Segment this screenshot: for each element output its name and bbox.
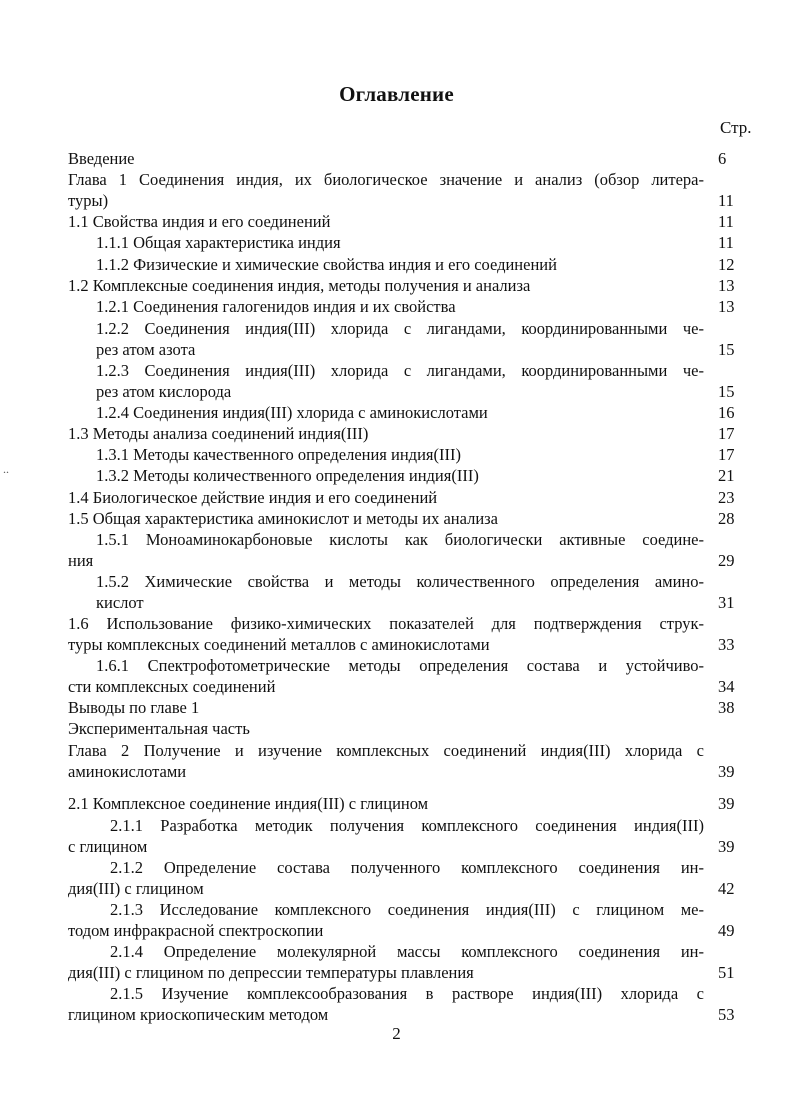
toc-entry-title-cont: рез атом кислорода bbox=[96, 382, 232, 401]
toc-entry-title: 1.6 Использование физико-химических показателей для подтверждения струк- bbox=[68, 614, 704, 633]
page-number: 2 bbox=[392, 1024, 401, 1043]
toc-entry-title: 2.1.1 Разработка методик получения комплексного соединения индия(III) bbox=[110, 816, 704, 835]
toc-entry[interactable] bbox=[68, 857, 704, 899]
toc-entry-page: 53 bbox=[718, 1005, 735, 1024]
toc-entry-title: 1.5.1 Моноаминокарбоновые кислоты как биологически активные соедине- bbox=[96, 530, 704, 549]
toc-entry-title: 1.1.2 Физические и химические свойства индия и его соединений bbox=[96, 255, 557, 274]
toc-entry[interactable] bbox=[68, 211, 704, 232]
toc-entry-title: Экспериментальная часть bbox=[68, 719, 250, 738]
toc-entry[interactable] bbox=[68, 815, 704, 857]
toc-entry-title: Выводы по главе 1 bbox=[68, 698, 200, 717]
toc-entry-title: 2.1.4 Определение молекулярной массы комплексного соединения ин- bbox=[110, 942, 704, 961]
toc-entry-page: 23 bbox=[718, 488, 735, 507]
toc-entry[interactable] bbox=[68, 983, 704, 1025]
toc-entry-page: 21 bbox=[718, 466, 735, 485]
toc-entry[interactable] bbox=[68, 508, 704, 529]
toc-entry-page: 12 bbox=[718, 255, 735, 274]
toc-entry[interactable] bbox=[68, 899, 704, 941]
toc-entry-page: 11 bbox=[718, 191, 734, 210]
toc-entry-title: 2.1.5 Изучение комплексообразования в растворе индия(III) хлорида с bbox=[110, 984, 704, 1003]
toc-entry[interactable] bbox=[68, 655, 704, 697]
toc-entry-page: 39 bbox=[718, 837, 735, 856]
toc-entry-title: 2.1.3 Исследование комплексного соединения индия(III) с глицином ме- bbox=[110, 900, 704, 919]
toc-entry-title-cont: тодом инфракрасной спектроскопии bbox=[68, 921, 324, 940]
toc-entry-page: 39 bbox=[718, 794, 735, 813]
toc-entry-title-cont: аминокислотами bbox=[68, 762, 187, 781]
toc-entry-title: 2.1 Комплексное соединение индия(III) с глицином bbox=[68, 794, 429, 813]
toc-entry-title: 1.5 Общая характеристика аминокислот и методы их анализа bbox=[68, 509, 498, 528]
toc-entry-page: 39 bbox=[718, 762, 735, 781]
toc-entry-title: 1.3 Методы анализа соединений индия(III) bbox=[68, 424, 369, 443]
toc-entry-title: 1.2.1 Соединения галогенидов индия и их свойства bbox=[96, 297, 456, 316]
toc-entry-page: 15 bbox=[718, 382, 735, 401]
toc-entry-page: 11 bbox=[718, 212, 734, 231]
toc-entry-title: 1.5.2 Химические свойства и методы количественного определения амино- bbox=[96, 572, 704, 591]
toc-entry[interactable] bbox=[68, 296, 704, 317]
toc-entry-title: 1.1 Свойства индия и его соединений bbox=[68, 212, 331, 231]
toc-entry-title: 2.1.2 Определение состава полученного комплексного соединения ин- bbox=[110, 858, 704, 877]
toc-entry-title: 1.3.1 Методы качественного определения индия(III) bbox=[96, 445, 461, 464]
toc-entry-page: 38 bbox=[718, 698, 735, 717]
toc-entry-title-cont: сти комплексных соединений bbox=[68, 677, 276, 696]
toc-entry-title: 1.3.2 Методы количественного определения индия(III) bbox=[96, 466, 479, 485]
toc-entry[interactable] bbox=[68, 529, 704, 571]
toc-entry-page: 31 bbox=[718, 593, 735, 612]
toc-entry[interactable] bbox=[68, 402, 704, 423]
toc-entry-title: Глава 1 Соединения индия, их биологическое значение и анализ (обзор литера- bbox=[68, 170, 704, 189]
toc-entry-title: 1.6.1 Спектрофотометрические методы определения состава и устойчиво- bbox=[96, 656, 704, 675]
toc-section-heading[interactable] bbox=[68, 718, 704, 739]
toc-entry-title-cont: туры) bbox=[68, 191, 109, 210]
toc-entry-title-cont: глицином криоскопическим методом bbox=[68, 1005, 329, 1024]
toc-entry-title: 1.2.2 Соединения индия(III) хлорида с лигандами, координированными че- bbox=[96, 319, 704, 338]
toc-entry[interactable] bbox=[68, 465, 704, 486]
toc-entry-title-cont: дия(III) с глицином по депрессии температуры плавления bbox=[68, 963, 474, 982]
page-title: Оглавление bbox=[339, 82, 454, 106]
toc-entry-page: 13 bbox=[718, 276, 735, 295]
toc-entry-page: 13 bbox=[718, 297, 735, 316]
toc-entry-title-cont: рез атом азота bbox=[96, 340, 196, 359]
toc-entry-title-cont: ния bbox=[68, 551, 94, 570]
toc-entry[interactable] bbox=[68, 571, 704, 613]
toc-entry-page: 49 bbox=[718, 921, 735, 940]
toc-entry-page: 17 bbox=[718, 424, 735, 443]
toc-entry-page: 42 bbox=[718, 879, 735, 898]
toc-entry-title: 1.2 Комплексные соединения индия, методы получения и анализа bbox=[68, 276, 531, 295]
toc-entry-title-cont: дия(III) с глицином bbox=[68, 879, 204, 898]
toc-entry-title: Глава 2 Получение и изучение комплексных соединений индия(III) хлорида с bbox=[68, 741, 704, 760]
toc-entry-title-cont: туры комплексных соединений металлов с аминокислотами bbox=[68, 635, 490, 654]
toc-entry[interactable] bbox=[68, 360, 704, 402]
toc-entry-page: 29 bbox=[718, 551, 735, 570]
page-column-label: Стр. bbox=[720, 118, 752, 137]
toc-entry[interactable] bbox=[68, 254, 704, 275]
toc-entry[interactable] bbox=[68, 318, 704, 360]
toc-entry-page: 11 bbox=[718, 233, 734, 252]
toc-entry-page: 33 bbox=[718, 635, 735, 654]
toc-entry[interactable] bbox=[68, 169, 704, 211]
toc-entry-title: 1.4 Биологическое действие индия и его соединений bbox=[68, 488, 438, 507]
toc-entry-page: 28 bbox=[718, 509, 735, 528]
toc-entry-page: 34 bbox=[718, 677, 735, 696]
toc-entry-page: 51 bbox=[718, 963, 735, 982]
toc-entry-title-cont: кислот bbox=[96, 593, 144, 612]
toc-entry-title-cont: с глицином bbox=[68, 837, 148, 856]
toc-entry[interactable] bbox=[68, 740, 704, 782]
toc-entry[interactable] bbox=[68, 487, 704, 508]
toc-entry[interactable] bbox=[68, 613, 704, 655]
toc-entry-title: 1.2.3 Соединения индия(III) хлорида с лигандами, координированными че- bbox=[96, 361, 704, 380]
toc-entry[interactable] bbox=[68, 793, 704, 814]
toc-entry-page: 16 bbox=[718, 403, 735, 422]
toc-entry[interactable] bbox=[68, 697, 704, 718]
margin-mark: .. bbox=[3, 462, 9, 476]
toc-entry-title: 1.1.1 Общая характеристика индия bbox=[96, 233, 341, 252]
toc-entry[interactable] bbox=[68, 232, 704, 253]
toc-entry[interactable] bbox=[68, 148, 704, 169]
toc-entry-page: 15 bbox=[718, 340, 735, 359]
toc-entry-title: 1.2.4 Соединения индия(III) хлорида с аминокислотами bbox=[96, 403, 488, 422]
toc-entry-title: Введение bbox=[68, 149, 135, 168]
toc-entry[interactable] bbox=[68, 444, 704, 465]
toc-entry[interactable] bbox=[68, 423, 704, 444]
toc-entry[interactable] bbox=[68, 941, 704, 983]
toc-entry-page: 17 bbox=[718, 445, 735, 464]
toc-entry-page: 6 bbox=[718, 149, 727, 168]
toc-entry[interactable] bbox=[68, 275, 704, 296]
